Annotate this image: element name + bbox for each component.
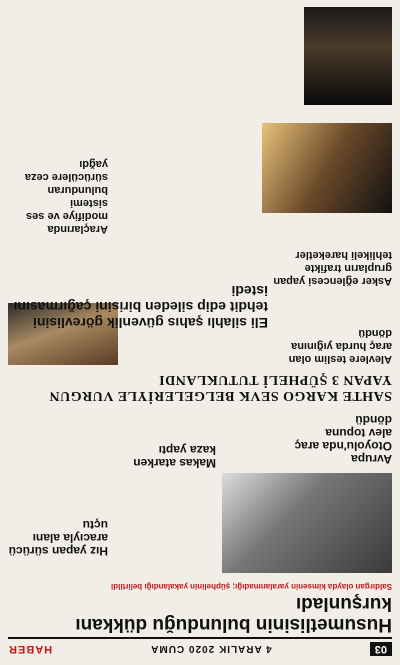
story-headline: Avrupa Otoyolu'nda araç alev topuna döndü [294,413,392,466]
lead-headline: Husumetlisinin bulunduğu dükkanı kurşunladı [75,593,392,635]
lead-photo [222,473,392,573]
masthead [8,637,392,659]
story-headline: Eli silahlı şahıs güvenlik görevlisini tehdit edip sileden birisini çağırmasını istedi [13,283,268,331]
lead-subhead: Saldırgan olayda kimsenin yaralanmadığı; şüphelinin yakalandığı belirtildi [111,582,392,591]
story-headline: Araçlarında modifiye ve ses sistemi bulunduran sürücülere ceza yağdı [24,158,108,235]
page-number: 03 [370,642,392,656]
banner-headline: SAHTE KARGO SEVK BELGELERİYLE VURGUN YAPAN 3 ŞÜPHELİ TUTUKLANDI [49,372,392,403]
issue-date: 4 ARALIK 2020 CUMA [150,643,272,655]
story-headline: Alevlere teslim olan araç hurda yığınına döndü [288,327,392,365]
story-headline: Asker eğlencesi yapan grupların trafikte tehlikeli hareketler [273,249,392,287]
story-photo [304,7,392,105]
section-label: HABER [8,643,53,655]
story-photo [262,123,392,213]
story-headline: Hız yapan sürücü aracıyla alanı uçtu [8,518,108,558]
story-headline: Makas atarken kaza yaptı [133,443,216,470]
